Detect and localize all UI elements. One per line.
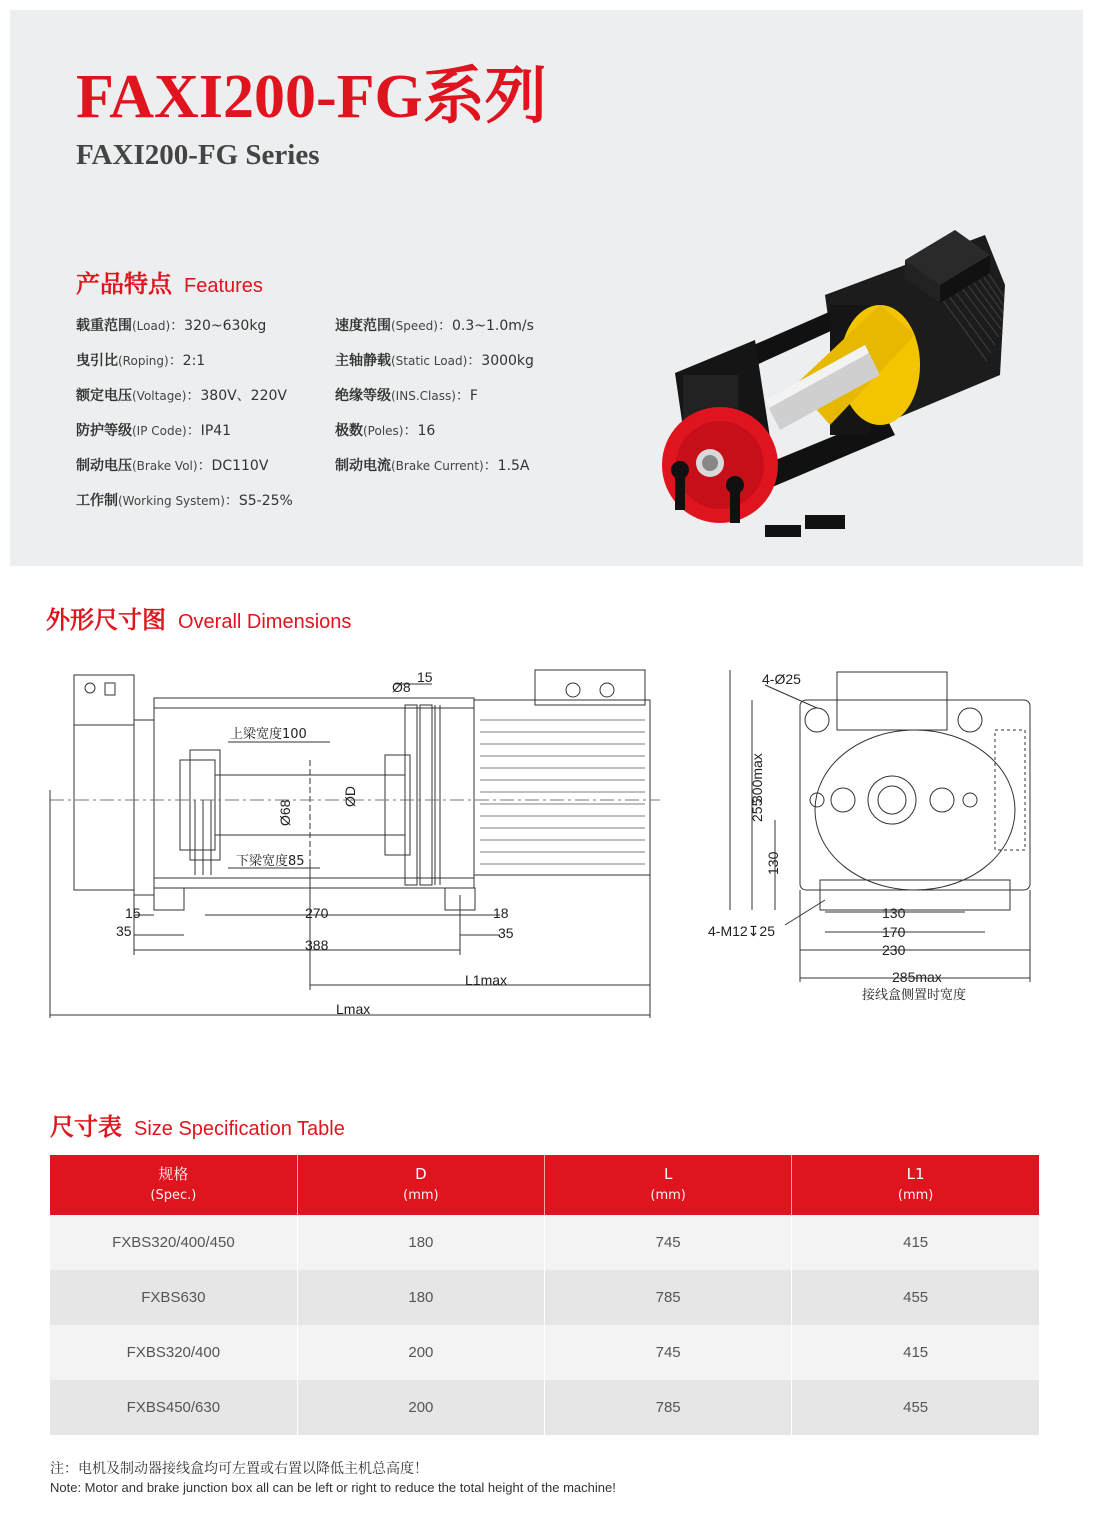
upper-beam-label: 上梁宽度100 — [230, 727, 307, 742]
traction-machine-image — [655, 225, 1065, 545]
size-table-heading — [50, 1107, 345, 1142]
feature-speed: 速度范围(Speed)：0.3~1.0m/s — [335, 318, 534, 334]
dimensions-heading-cn: 外形尺寸图 — [46, 606, 166, 634]
header-spec: 规格 (Spec.) — [50, 1155, 297, 1215]
dim-388: 388 — [305, 937, 329, 953]
header-l: L (mm) — [545, 1155, 792, 1215]
width-130: 130 — [882, 905, 906, 921]
feature-voltage: 额定电压(Voltage)：380V、220V — [76, 388, 287, 404]
features-heading-en: Features — [184, 275, 263, 297]
rope-dia-label: Ø8 — [392, 679, 411, 695]
features-heading-cn: 产品特点 — [76, 270, 172, 298]
table-header-row — [50, 1155, 1039, 1215]
dimensions-heading-en: Overall Dimensions — [178, 611, 352, 633]
note-english: Note: Motor and brake junction box all can be left or right to reduce the total height of the machine! — [50, 1480, 616, 1495]
table-row: FXBS320/400/450 180 745 415 — [50, 1215, 1039, 1270]
feature-brake-current: 制动电流(Brake Current)：1.5A — [335, 458, 530, 474]
feature-poles: 极数(Poles)：16 — [335, 423, 436, 439]
dim-18-right: 18 — [493, 905, 509, 921]
width-170: 170 — [882, 924, 906, 940]
feature-working-system: 工作制(Working System)：S5-25% — [76, 493, 293, 509]
dim-35-right: 35 — [498, 925, 514, 941]
feature-roping: 曳引比(Roping)：2:1 — [76, 353, 206, 369]
width-285max: 285max — [892, 969, 942, 985]
box-note-label: 接线盒侧置时宽度 — [862, 988, 967, 1003]
bolts-label: 4-M12↧25 — [708, 923, 775, 939]
dimensions-heading — [46, 600, 351, 635]
width-230: 230 — [882, 942, 906, 958]
dim-270: 270 — [305, 905, 329, 921]
dim-15-left: 15 — [125, 905, 141, 921]
height-255: 255 — [749, 798, 765, 822]
table-row: FXBS630 180 785 455 — [50, 1270, 1039, 1325]
header-d: D (mm) — [297, 1155, 544, 1215]
shaft-dia-label: Ø68 — [277, 799, 293, 826]
dim-35-left: 35 — [116, 923, 132, 939]
page-title: FAXI200-FG系列 — [76, 63, 547, 131]
header-l1: L1 (mm) — [792, 1155, 1039, 1215]
size-table-heading-cn: 尺寸表 — [50, 1113, 122, 1141]
height-300max: 300max — [749, 753, 765, 803]
size-table-heading-en: Size Specification Table — [134, 1118, 345, 1140]
note-chinese: 注：电机及制动器接线盒均可左置或右置以降低主机总高度！ — [50, 1461, 428, 1477]
table-row: FXBS450/630 200 785 455 — [50, 1380, 1039, 1435]
holes-label: 4-Ø25 — [762, 671, 801, 687]
feature-brake-vol: 制动电压(Brake Vol)：DC110V — [76, 458, 269, 474]
dim-l1max: L1max — [465, 972, 508, 988]
feature-load: 载重范围(Load)：320~630kg — [76, 318, 267, 334]
page-subtitle: FAXI200-FG Series — [76, 139, 320, 171]
feature-static-load: 主轴静载(Static Load)：3000kg — [335, 353, 534, 369]
dimension-drawing — [40, 660, 1050, 1020]
feature-ip-code: 防护等级(IP Code)：IP41 — [76, 423, 232, 439]
feature-ins-class: 绝缘等级(INS.Class)：F — [335, 388, 478, 404]
sheave-dia-label: ØD — [342, 786, 358, 807]
table-row: FXBS320/400 200 745 415 — [50, 1325, 1039, 1380]
height-130: 130 — [765, 851, 781, 875]
lower-beam-label: 下梁宽度85 — [236, 854, 305, 869]
dim-lmax: Lmax — [336, 1001, 371, 1017]
dim-15-top: 15 — [417, 669, 433, 685]
features-heading — [76, 264, 263, 299]
size-spec-table — [50, 1155, 1039, 1435]
front-brake-box — [74, 675, 134, 725]
